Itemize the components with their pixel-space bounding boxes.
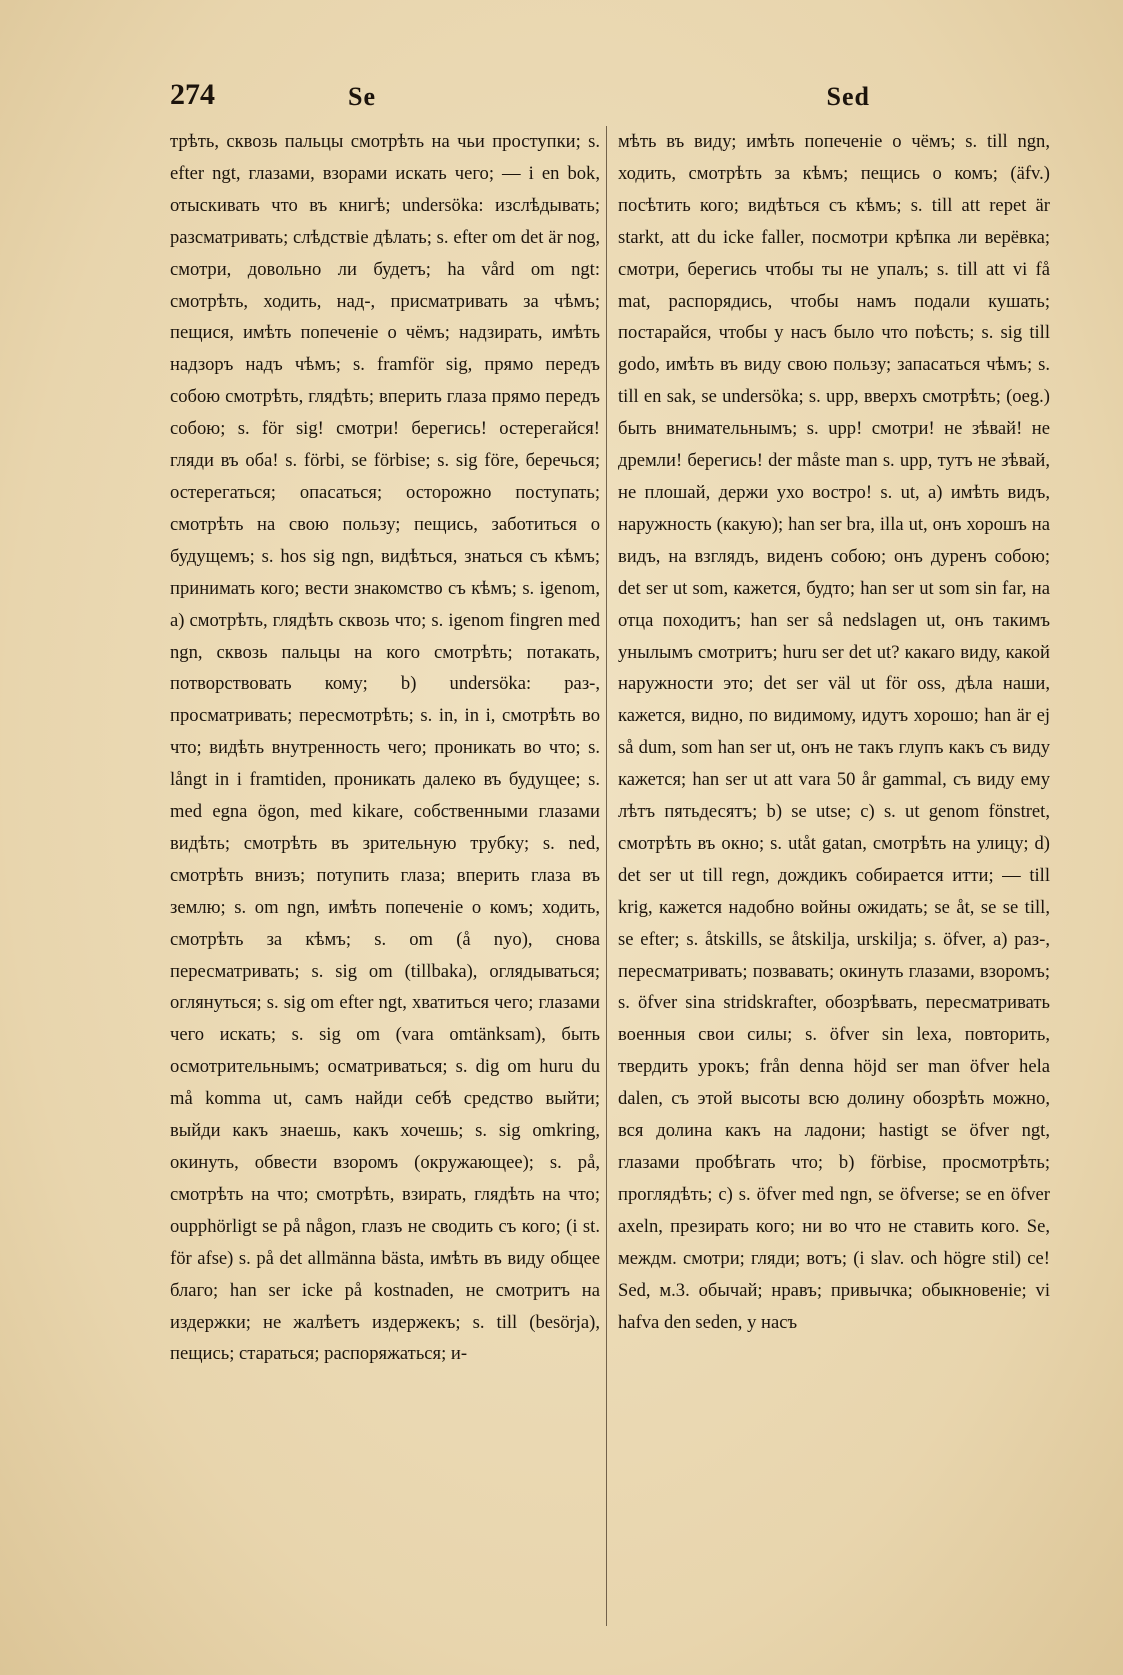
page-header xyxy=(170,78,870,118)
left-column xyxy=(170,126,600,1636)
guide-word-right: Sed xyxy=(826,82,870,111)
column-divider xyxy=(606,126,607,1626)
right-column-text: мѣть въ виду; имѣть попеченіе о чёмъ; s. till ngn, ходить, смотрѣть за кѣмъ; пещись о комъ; (äfv.) посѣтить кого; видѣться съ кѣмъ; s. till att repet är starkt, att du icke faller, посмотри крѣпка ли верёвка; смотри, берегись чтобы ты не упалъ; s. till att vi få mat, распорядись, чтобы намъ подали кушать; постарайся, чтобы у насъ было что поѣсть; s. sig till godo, имѣть въ виду свою пользу; запасаться чѣмъ; s. till en sak, se undersöka; s. upp, вверхъ смотрѣть; (oeg.) быть внимательнымъ; s. upp! смотри! не зѣвай! не дремли! берегись! der måste man s. upp, тутъ не зѣвай, не плошай, держи ухо востро! s. ut, а) имѣть видъ, наружность (какую); han ser bra, illa ut, онъ хорошъ на видъ, на взглядъ, виденъ собою; онъ дуренъ собою; det ser ut som, кажется, будто; han ser ut som sin far, на отца походитъ; han ser så nedslagen ut, онъ такимъ унылымъ смотритъ; huru ser det ut? какаго виду, какой наружности это; det ser väl ut för oss, дѣла наши, кажется, видно, по видимому, идутъ хорошо; han är ej så dum, som han ser ut, онъ не такъ глупъ какъ съ виду кажется; han ser ut att vara 50 år gammal, съ виду ему лѣтъ пятьдесятъ; b) se utse; c) s. ut genom fönstret, смотрѣть въ окно; s. utåt gatan, смотрѣть на улицу; d) det ser ut till regn, дождикъ собирается итти; — till krig, кажется надобно войны ожидать; se åt, se se till, se efter; s. åtskills, se åtskilja, urskilja; s. öfver, а) раз-, пересматривать; позвавать; окинуть глазами, взоромъ; s. öfver sina stridskrafter, обозрѣвать, пересматривать военныя свои силы; s. öfver sin lexa, повторить, твердить урокъ; från denna höjd ser man öfver hela dalen, съ этой высоты всю долину обозрѣть можно, вся долина какъ на ладони; hastigt se öfver ngt, глазами пробѣгать что; b) förbise, просмотрѣть; проглядѣть; c) s. öfver med ngn, se öfverse; se en öfver axeln, презирать кого; ни во что не ставить кого. Se, междм. смотри; гляди; вотъ; (i slav. och högre stil) ce! Sed, м.3. обычай; нравъ; привычка; обыкновеніе; vi hafva den seden, у насъ xyxy=(618,131,1050,1333)
left-column-text: трѣть, сквозь пальцы смотрѣть на чьи проступки; s. efter ngt, глазами, взорами искать чего; — i en bok, отыскивать что въ книгѣ; undersöka: изслѣдывать; разсматривать; слѣдствіе дѣлать; s. efter om det är nog, смотри, довольно ли будетъ; ha vård om ngt: смотрѣть, ходить, над-, присматривать за чѣмъ; пещися, имѣть попеченіе о чёмъ; надзирать, имѣть надзоръ надъ чѣмъ; s. framför sig, прямо передъ собою смотрѣть, глядѣть; вперить глаза прямо передъ собою; s. för sig! смотри! берегись! остерегайся! гляди въ оба! s. förbi, se förbise; s. sig före, беречься; остерегаться; опасаться; осторожно поступать; смотрѣть на свою пользу; пещись, заботиться о будущемъ; s. hos sig ngn, видѣться, знаться съ кѣмъ; принимать кого; вести знакомство съ кѣмъ; s. igenom, а) смотрѣть, глядѣть сквозь что; s. igenom fingren med ngn, сквозь пальцы на кого смотрѣть; потакать, потворствовать кому; b) undersöka: раз-, просматривать; пересмотрѣть; s. in, in i, смотрѣть во что; видѣть внутренность чего; проникать во что; s. långt in i framtiden, проникать далеко въ будущее; s. med egna ögon, med kikare, собственными глазами видѣть; смотрѣть въ зрительную трубку; s. ned, смотрѣть внизъ; потупить глаза; вперить глаза въ землю; s. om ngn, имѣть попеченіе о комъ; ходить, смотрѣть за кѣмъ; s. om (å nyo), снова пересматривать; s. sig om (tillbaka), оглядываться; оглянуться; s. sig om efter ngt, хватиться чего; глазами чего искать; s. sig om (vara omtänksam), быть осмотрительнымъ; осматриваться; s. dig om huru du må komma ut, самъ найди себѣ средство выйти; выйди какъ знаешь, какъ хочешь; s. sig omkring, окинуть, обвести взоромъ (окружающее); s. på, смотрѣть на что; смотрѣть, взирать, глядѣть на что; oupphörligt se på någon, глазъ не сводить съ кого; (i st. för afse) s. på det allmänna bästa, имѣть въ виду общее благо; han ser icke på kostnaden, не смотритъ на издержки; не жалѣетъ издержекъ; s. till (besörja), пещись; стараться; распоряжаться; и- xyxy=(170,131,600,1365)
page-number: 274 xyxy=(170,78,215,111)
right-column xyxy=(618,126,1050,1636)
guide-word-left: Se xyxy=(348,82,376,111)
